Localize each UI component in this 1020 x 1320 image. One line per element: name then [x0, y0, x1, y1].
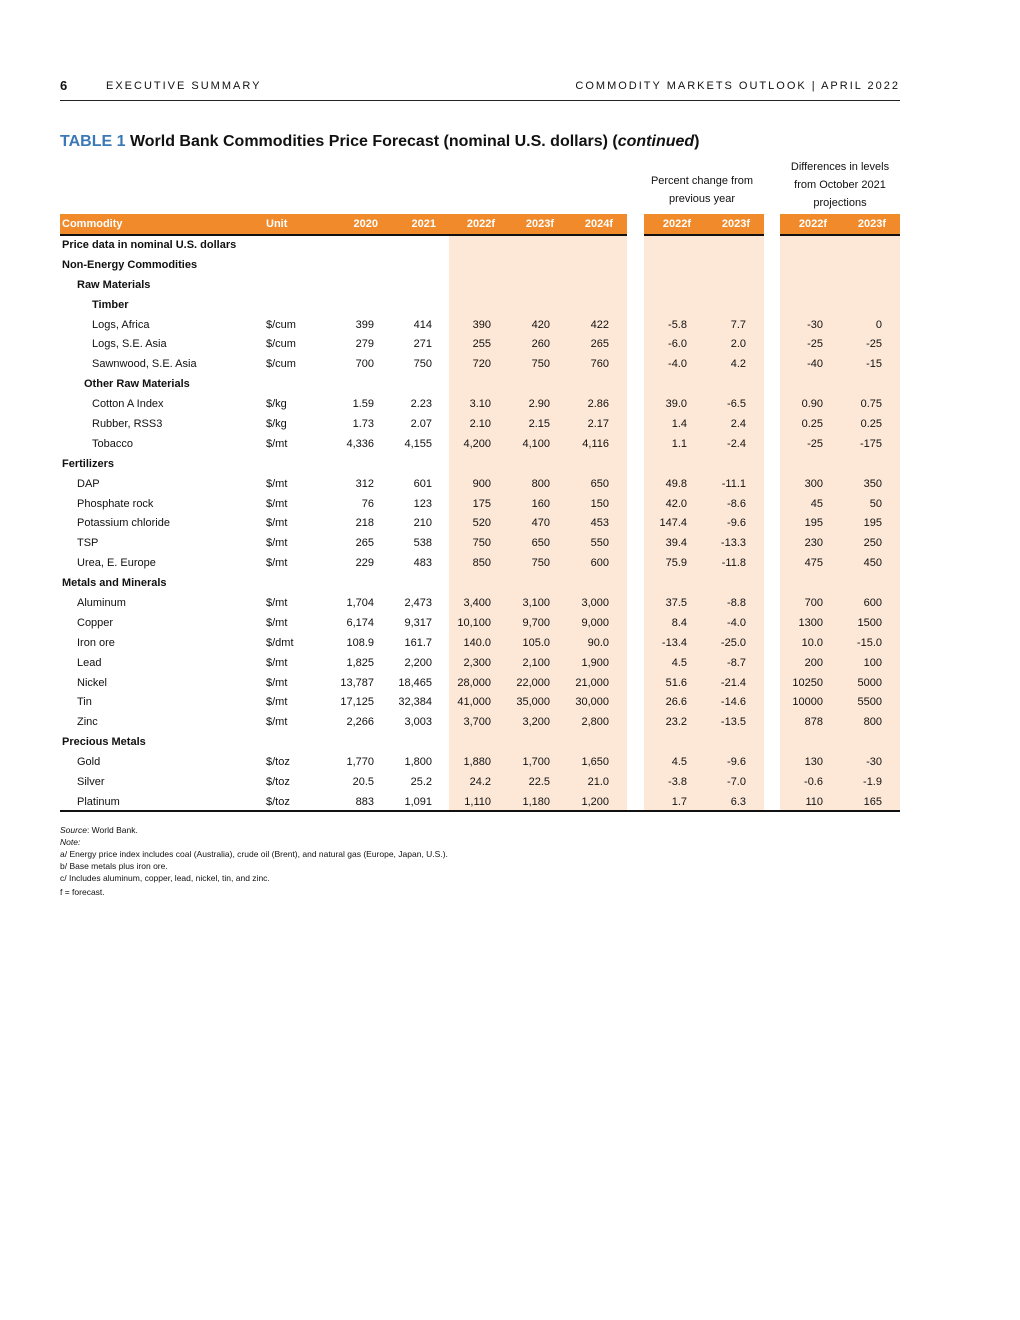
value-cell: -2.4	[727, 437, 746, 450]
value-cell: 3,000	[581, 597, 609, 610]
commodity-name: Silver	[77, 776, 105, 789]
table-row	[0, 674, 1020, 694]
value-cell: 414	[413, 318, 432, 331]
table-row	[0, 475, 1020, 495]
value-cell: 0	[875, 318, 882, 331]
value-cell: 2.15	[528, 418, 550, 431]
value-cell: 1500	[857, 616, 882, 629]
value-cell: 2,266	[346, 716, 374, 729]
value-cell: -14.6	[720, 696, 746, 709]
value-cell: 230	[804, 537, 823, 550]
commodity-name: TSP	[77, 537, 99, 550]
value-cell: 5000	[857, 676, 882, 689]
table-body	[0, 236, 1020, 813]
table-row	[0, 495, 1020, 515]
table-row	[0, 395, 1020, 415]
value-cell: -8.6	[727, 497, 746, 510]
value-cell: -15.0	[856, 636, 882, 649]
value-cell: 18,465	[398, 676, 432, 689]
value-cell: 900	[472, 477, 491, 490]
value-cell: 3.10	[469, 398, 491, 411]
table-row	[0, 693, 1020, 713]
table-row	[0, 773, 1020, 793]
commodity-name: Iron ore	[77, 636, 115, 649]
value-cell: 279	[355, 338, 374, 351]
value-cell: 10.0	[801, 636, 823, 649]
value-cell: -30	[807, 318, 823, 331]
unit-cell: $/cum	[266, 338, 296, 351]
value-cell: 3,100	[522, 597, 550, 610]
value-cell: 420	[531, 318, 550, 331]
value-cell: 160	[531, 497, 550, 510]
commodity-name: Logs, Africa	[92, 318, 150, 331]
value-cell: 2,800	[581, 716, 609, 729]
value-cell: 100	[863, 656, 882, 669]
table-row	[0, 415, 1020, 435]
unit-cell: $/mt	[266, 517, 288, 530]
value-cell: 161.7	[404, 636, 432, 649]
column-header: 2022f	[466, 218, 495, 230]
value-cell: 229	[355, 557, 374, 570]
table-title-end: )	[694, 133, 700, 150]
value-cell: 9,700	[522, 616, 550, 629]
value-cell: -0.6	[804, 776, 823, 789]
value-cell: 800	[531, 477, 550, 490]
value-cell: 350	[863, 477, 882, 490]
value-cell: 35,000	[516, 696, 550, 709]
unit-cell: $/mt	[266, 597, 288, 610]
value-cell: 4,116	[582, 437, 609, 450]
percent-change-group-header: Percent change from previous year	[650, 175, 754, 205]
value-cell: 25.2	[410, 776, 432, 789]
unit-cell: $/mt	[266, 557, 288, 570]
value-cell: -25	[807, 437, 823, 450]
unit-cell: $/kg	[266, 418, 287, 431]
unit-cell: $/mt	[266, 477, 288, 490]
value-cell: 1,704	[346, 597, 374, 610]
value-cell: 17,125	[340, 696, 374, 709]
value-cell: -175	[859, 437, 882, 450]
value-cell: 1,200	[581, 795, 609, 808]
value-cell: 600	[863, 597, 882, 610]
value-cell: 0.90	[801, 398, 823, 411]
value-cell: 21.0	[587, 776, 609, 789]
value-cell: 75.9	[665, 557, 687, 570]
table-row	[0, 654, 1020, 674]
unit-cell: $/mt	[266, 716, 288, 729]
section-row	[0, 256, 1020, 276]
column-header: 2024f	[584, 218, 613, 230]
table-row	[0, 753, 1020, 773]
unit-cell: $/cum	[266, 358, 296, 371]
value-cell: 601	[413, 477, 432, 490]
unit-cell: $/mt	[266, 537, 288, 550]
value-cell: 1.59	[352, 398, 374, 411]
value-cell: 9,000	[581, 616, 609, 629]
value-cell: 750	[413, 358, 432, 371]
page-number: 6	[60, 78, 68, 93]
value-cell: -40	[807, 358, 823, 371]
column-header: 2021	[411, 218, 436, 230]
value-cell: 4,100	[522, 437, 550, 450]
value-cell: -11.8	[721, 557, 746, 570]
value-cell: -4.0	[668, 358, 687, 371]
unit-cell: $/mt	[266, 437, 288, 450]
section-row	[0, 276, 1020, 296]
value-cell: -4.0	[727, 616, 746, 629]
column-header: 2020	[353, 218, 378, 230]
forecast-note: f = forecast.	[60, 887, 105, 897]
value-cell: 700	[804, 597, 823, 610]
value-cell: 2,100	[522, 656, 550, 669]
note-item-a: a/ Energy price index includes coal (Australia), crude oil (Brent), and natural gas (Europe, Japan, U.S.).	[60, 849, 448, 859]
commodity-name: Lead	[77, 656, 102, 669]
value-cell: 24.2	[469, 776, 491, 789]
value-cell: 0.25	[860, 418, 882, 431]
section-label: Precious Metals	[62, 736, 146, 749]
value-cell: 39.4	[665, 537, 687, 550]
value-cell: 650	[590, 477, 609, 490]
commodity-name: Phosphate rock	[77, 497, 154, 510]
value-cell: -7.0	[727, 776, 746, 789]
value-cell: 1,700	[522, 756, 550, 769]
value-cell: 750	[472, 537, 491, 550]
commodity-name: Cotton A Index	[92, 398, 164, 411]
column-header: 2022f	[798, 218, 827, 230]
value-cell: 1.4	[671, 418, 687, 431]
column-header: 2023f	[525, 218, 554, 230]
section-label: Fertilizers	[62, 457, 114, 470]
value-cell: 90.0	[587, 636, 609, 649]
value-cell: 2.4	[730, 418, 746, 431]
unit-cell: $/mt	[266, 696, 288, 709]
value-cell: 2.23	[410, 398, 432, 411]
value-cell: 300	[804, 477, 823, 490]
note-label: Note:	[60, 837, 81, 847]
value-cell: 475	[804, 557, 823, 570]
value-cell: 265	[355, 537, 374, 550]
value-cell: 4.5	[671, 756, 687, 769]
differences-group-header: Differences in levels from October 2021 projections	[790, 161, 890, 209]
value-cell: 3,700	[463, 716, 491, 729]
value-cell: 76	[361, 497, 374, 510]
value-cell: -25	[866, 338, 882, 351]
value-cell: 210	[413, 517, 432, 530]
unit-cell: $/toz	[266, 756, 290, 769]
value-cell: 49.8	[665, 477, 687, 490]
value-cell: 6.3	[730, 795, 746, 808]
value-cell: 1,110	[464, 795, 491, 808]
table-row	[0, 316, 1020, 336]
section-row	[0, 574, 1020, 594]
commodity-name: Nickel	[77, 676, 107, 689]
section-label: Raw Materials	[77, 278, 151, 291]
commodity-name: Tin	[77, 696, 92, 709]
value-cell: -21.4	[720, 676, 746, 689]
value-cell: -8.7	[727, 656, 746, 669]
note-item-b: b/ Base metals plus iron ore.	[60, 861, 168, 871]
commodity-name: Urea, E. Europe	[77, 557, 156, 570]
value-cell: 22.5	[528, 776, 550, 789]
value-cell: 110	[805, 795, 823, 808]
value-cell: -3.8	[668, 776, 687, 789]
section-label: Price data in nominal U.S. dollars	[62, 239, 237, 251]
value-cell: 2.90	[528, 398, 550, 411]
value-cell: -11.1	[721, 477, 746, 490]
value-cell: 39.0	[665, 398, 687, 411]
value-cell: -5.8	[668, 318, 687, 331]
value-cell: 0.25	[801, 418, 823, 431]
value-cell: -13.5	[720, 716, 746, 729]
column-header: 2023f	[857, 218, 886, 230]
table-notes	[60, 824, 660, 898]
note-item-c: c/ Includes aluminum, copper, lead, nickel, tin, and zinc.	[60, 873, 270, 883]
value-cell: 195	[863, 517, 882, 530]
table-row	[0, 355, 1020, 375]
value-cell: 4.2	[730, 358, 746, 371]
table-title-continued: continued	[617, 133, 695, 150]
value-cell: 260	[531, 338, 550, 351]
unit-cell: $/toz	[266, 795, 290, 808]
value-cell: 390	[472, 318, 491, 331]
value-cell: -6.0	[668, 338, 687, 351]
unit-cell: $/cum	[266, 318, 296, 331]
commodity-name: DAP	[77, 477, 100, 490]
table-row	[0, 713, 1020, 733]
section-row	[0, 733, 1020, 753]
value-cell: 6,174	[346, 616, 374, 629]
value-cell: 7.7	[730, 318, 746, 331]
value-cell: 720	[472, 358, 491, 371]
value-cell: -13.4	[661, 636, 687, 649]
value-cell: 50	[869, 497, 882, 510]
commodity-name: Aluminum	[77, 597, 126, 610]
value-cell: -9.6	[727, 756, 746, 769]
value-cell: 1,825	[346, 656, 374, 669]
value-cell: 32,384	[398, 696, 432, 709]
value-cell: -6.5	[727, 398, 746, 411]
value-cell: 650	[531, 537, 550, 550]
value-cell: 1300	[798, 616, 823, 629]
table-row	[0, 435, 1020, 455]
value-cell: 30,000	[575, 696, 609, 709]
value-cell: -15	[866, 358, 882, 371]
value-cell: -9.6	[727, 517, 746, 530]
table-title-text: World Bank Commodities Price Forecast (nominal U.S. dollars) (	[129, 133, 618, 150]
commodity-name: Sawnwood, S.E. Asia	[92, 358, 197, 371]
value-cell: 37.5	[665, 597, 687, 610]
page-header	[60, 78, 900, 101]
section-label: Metals and Minerals	[62, 577, 167, 590]
value-cell: 51.6	[665, 676, 687, 689]
table-row	[0, 534, 1020, 554]
section-row	[0, 296, 1020, 316]
unit-cell: $/mt	[266, 616, 288, 629]
section-row	[0, 455, 1020, 475]
value-cell: 760	[590, 358, 609, 371]
commodity-name: Copper	[77, 616, 114, 629]
unit-cell: $/dmt	[266, 636, 294, 649]
value-cell: -8.8	[727, 597, 746, 610]
value-cell: 5500	[857, 696, 882, 709]
value-cell: 165	[863, 795, 882, 808]
value-cell: 195	[804, 517, 823, 530]
value-cell: 3,400	[463, 597, 491, 610]
value-cell: 1,770	[346, 756, 374, 769]
value-cell: 150	[590, 497, 609, 510]
value-cell: 10000	[792, 696, 823, 709]
value-cell: 41,000	[457, 696, 491, 709]
value-cell: -25	[807, 338, 823, 351]
value-cell: 108.9	[346, 636, 374, 649]
value-cell: 1,800	[404, 756, 432, 769]
value-cell: 2,300	[463, 656, 491, 669]
value-cell: 538	[413, 537, 432, 550]
commodity-name: Platinum	[77, 795, 120, 808]
value-cell: 600	[590, 557, 609, 570]
value-cell: 4,155	[404, 437, 432, 450]
value-cell: 45	[810, 497, 823, 510]
commodity-name: Gold	[77, 756, 101, 769]
table-row	[0, 634, 1020, 654]
value-cell: 312	[355, 477, 374, 490]
value-cell: 422	[590, 318, 609, 331]
value-cell: 23.2	[665, 716, 687, 729]
value-cell: 1,650	[581, 756, 609, 769]
value-cell: 4.5	[671, 656, 687, 669]
column-header: 2022f	[662, 218, 691, 230]
value-cell: 255	[472, 338, 491, 351]
value-cell: 1.1	[671, 437, 687, 450]
value-cell: 1.73	[352, 418, 374, 431]
value-cell: -30	[866, 756, 882, 769]
value-cell: 878	[804, 716, 823, 729]
value-cell: 1,180	[522, 795, 550, 808]
value-cell: 3,200	[522, 716, 550, 729]
commodity-name: Logs, S.E. Asia	[92, 338, 167, 351]
value-cell: 700	[355, 358, 374, 371]
publication-title: COMMODITY MARKETS OUTLOOK | APRIL 2022	[575, 80, 900, 92]
column-header: Unit	[266, 218, 288, 230]
value-cell: -1.9	[863, 776, 882, 789]
unit-cell: $/mt	[266, 676, 288, 689]
value-cell: 2.17	[587, 418, 609, 431]
value-cell: 13,787	[340, 676, 374, 689]
table-row	[0, 335, 1020, 355]
value-cell: 130	[804, 756, 823, 769]
value-cell: 42.0	[665, 497, 687, 510]
value-cell: 483	[413, 557, 432, 570]
value-cell: 550	[590, 537, 609, 550]
value-cell: 147.4	[659, 517, 687, 530]
value-cell: 22,000	[516, 676, 550, 689]
value-cell: 2.86	[587, 398, 609, 411]
value-cell: 453	[590, 517, 609, 530]
unit-cell: $/mt	[266, 497, 288, 510]
value-cell: 2,200	[404, 656, 432, 669]
value-cell: 2.10	[469, 418, 491, 431]
column-header: Commodity	[62, 218, 123, 230]
value-cell: 271	[413, 338, 432, 351]
value-cell: 4,336	[346, 437, 374, 450]
section-row	[0, 375, 1020, 395]
section-label: Timber	[92, 298, 129, 311]
unit-cell: $/mt	[266, 656, 288, 669]
section-title: EXECUTIVE SUMMARY	[106, 80, 262, 92]
column-header: 2023f	[721, 218, 750, 230]
commodity-name: Zinc	[77, 716, 98, 729]
value-cell: 2.0	[730, 338, 746, 351]
value-cell: 265	[590, 338, 609, 351]
table-title	[60, 133, 700, 151]
value-cell: 10250	[792, 676, 823, 689]
value-cell: 4,200	[463, 437, 491, 450]
value-cell: 750	[531, 358, 550, 371]
section-row	[0, 236, 1020, 256]
unit-cell: $/kg	[266, 398, 287, 411]
value-cell: 9,317	[404, 616, 432, 629]
value-cell: 20.5	[352, 776, 374, 789]
table-row	[0, 614, 1020, 634]
table-label: TABLE 1	[60, 133, 126, 150]
value-cell: 1,091	[404, 795, 432, 808]
value-cell: 218	[355, 517, 374, 530]
value-cell: 2.07	[410, 418, 432, 431]
value-cell: 520	[472, 517, 491, 530]
section-label: Non-Energy Commodities	[62, 258, 198, 271]
bottom-rule	[60, 810, 900, 812]
value-cell: 250	[863, 537, 882, 550]
value-cell: 883	[355, 795, 374, 808]
value-cell: 800	[863, 716, 882, 729]
value-cell: 2,473	[404, 597, 432, 610]
value-cell: 123	[413, 497, 432, 510]
value-cell: 1,880	[463, 756, 491, 769]
value-cell: 850	[472, 557, 491, 570]
value-cell: 0.75	[860, 398, 882, 411]
table-row	[0, 554, 1020, 574]
value-cell: 470	[531, 517, 550, 530]
value-cell: -13.3	[720, 537, 746, 550]
commodity-name: Tobacco	[92, 437, 133, 450]
value-cell: 10,100	[457, 616, 491, 629]
value-cell: 1.7	[671, 795, 687, 808]
value-cell: -25.0	[720, 636, 746, 649]
value-cell: 8.4	[671, 616, 687, 629]
value-cell: 3,003	[404, 716, 432, 729]
table-row	[0, 514, 1020, 534]
value-cell: 750	[531, 557, 550, 570]
value-cell: 28,000	[457, 676, 491, 689]
value-cell: 21,000	[575, 676, 609, 689]
source-line: Source: World Bank.	[60, 825, 138, 835]
value-cell: 450	[863, 557, 882, 570]
section-label: Other Raw Materials	[84, 378, 190, 391]
value-cell: 200	[804, 656, 823, 669]
value-cell: 175	[472, 497, 491, 510]
unit-cell: $/toz	[266, 776, 290, 789]
commodity-name: Rubber, RSS3	[92, 418, 163, 431]
value-cell: 1,900	[581, 656, 609, 669]
value-cell: 140.0	[463, 636, 491, 649]
table-row	[0, 594, 1020, 614]
value-cell: 26.6	[665, 696, 687, 709]
value-cell: 105.0	[522, 636, 550, 649]
commodity-name: Potassium chloride	[77, 517, 170, 530]
value-cell: 399	[355, 318, 374, 331]
